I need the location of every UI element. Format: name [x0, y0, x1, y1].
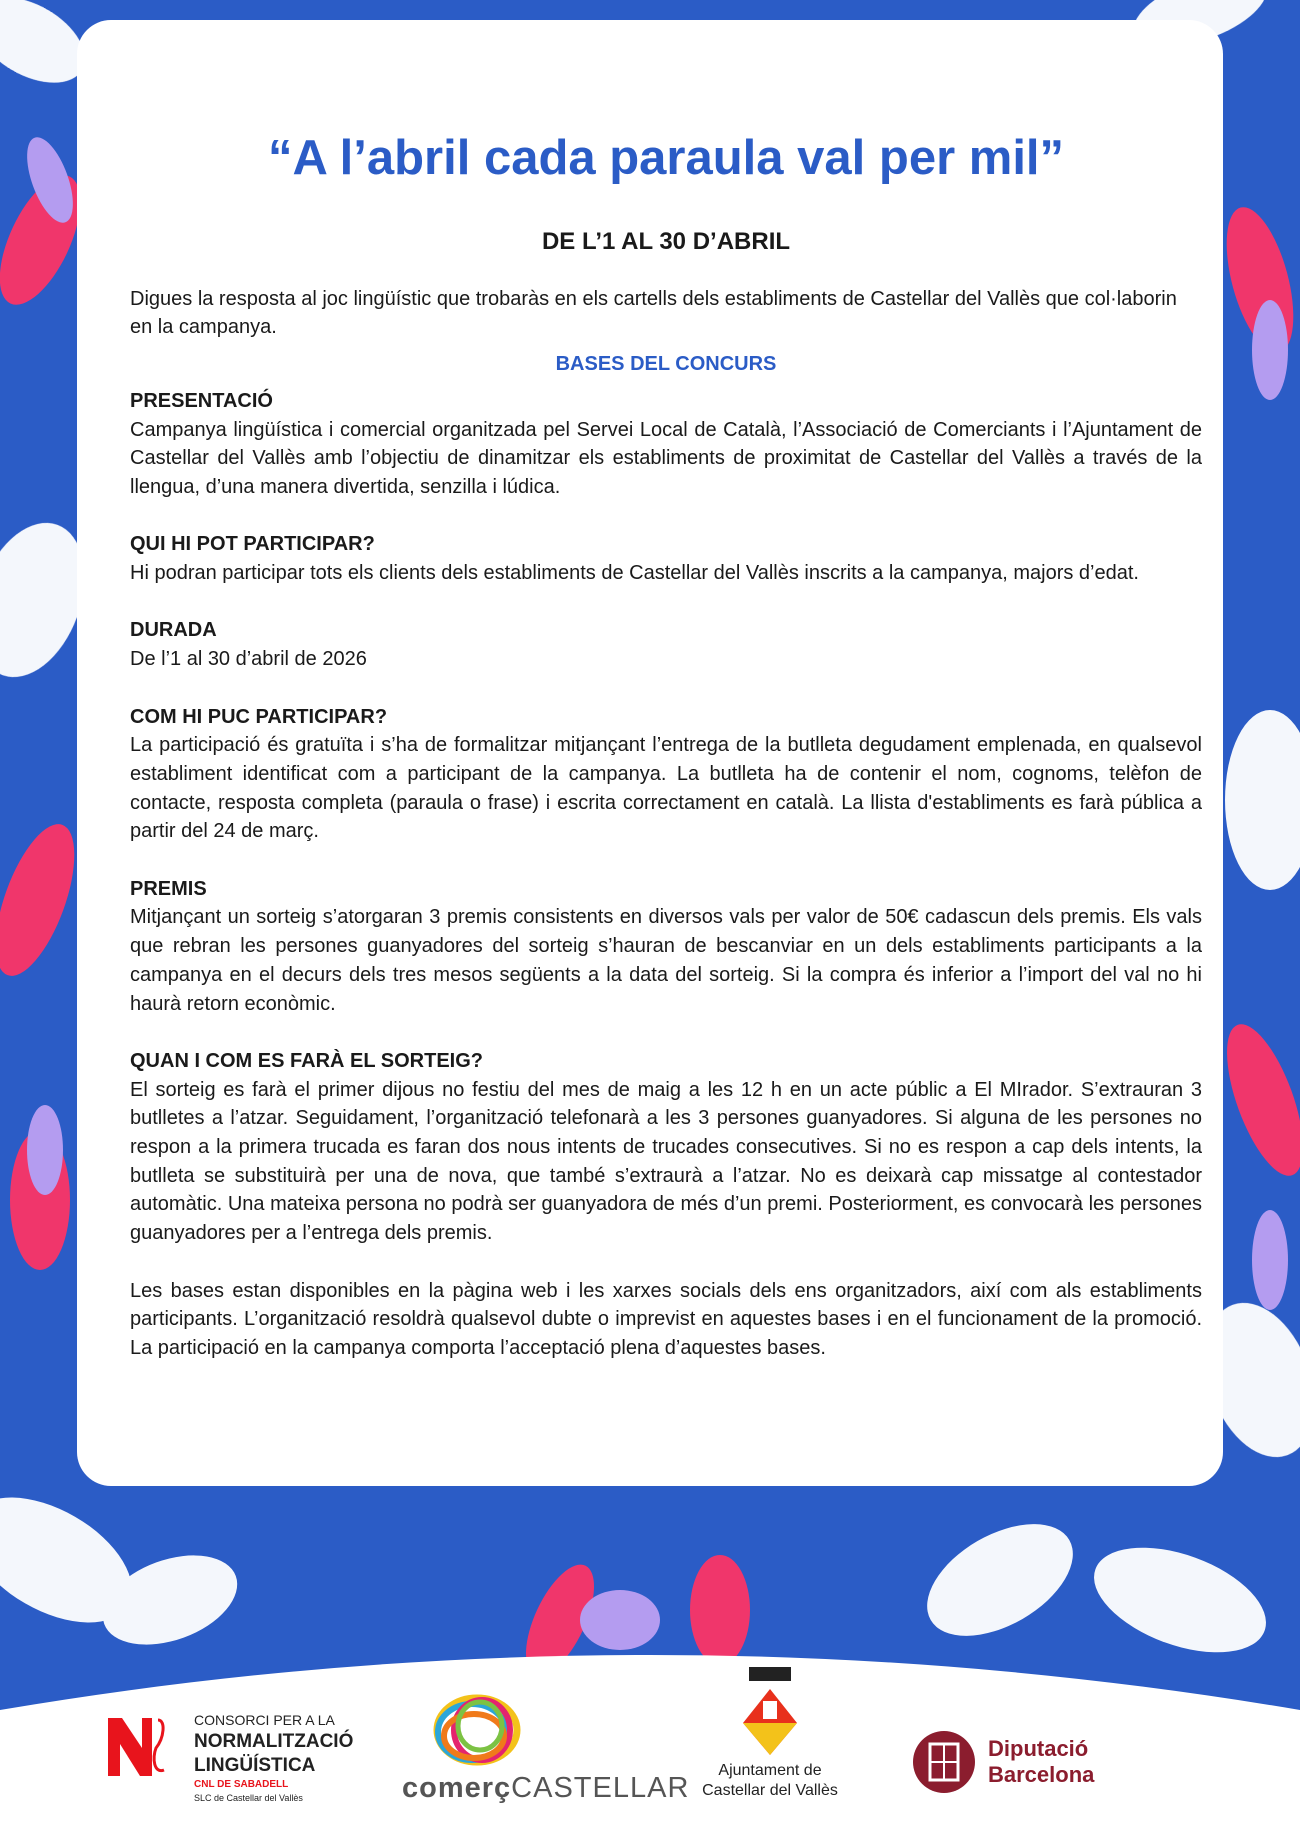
- section-text: De l’1 al 30 d’abril de 2026: [130, 648, 367, 671]
- cnl-line1: CONSORCI PER A LA: [194, 1712, 335, 1728]
- section-text: Mitjançant un sorteig s’atorgaran 3 premis consistents en diversos vals per valor de 50€ cadascun dels premis. Els vals que rebran les persones guanyadores del sorteig s’hauran de bescanviar en un dels establiments participants a la campanya en el decurs dels tres mesos següents a la data del sorteig. Si la compra és inferior a l’import del val no hi haurà retorn econòmic.: [130, 906, 1202, 1015]
- section-heading: QUI HI POT PARTICIPAR?: [130, 533, 375, 556]
- document-body: [130, 128, 1202, 1363]
- cnl-line4: CNL DE SABADELL: [194, 1779, 289, 1790]
- date-range: DE L’1 AL 30 D’ABRIL: [541, 228, 791, 255]
- comerc-text: comerç: [402, 1772, 512, 1804]
- section-text: Campanya lingüística i comercial organitzada pel Servei Local de Català, l’Associació de Comerciants i l’Ajuntament de Castellar del Vallès amb l’objectiu de dinamitzar els establiments de proximitat de Castellar del Vallès a través de la llengua, d’una manera divertida, senzilla i lúdica.: [130, 418, 1202, 498]
- comerc-castellar-logo: [402, 1690, 690, 1810]
- ajuntament-logo: [690, 1665, 850, 1805]
- bases-heading: BASES DEL CONCURS: [555, 353, 777, 376]
- coat-of-arms-icon: [735, 1665, 805, 1755]
- section-heading: COM HI PUC PARTICIPAR?: [130, 705, 388, 728]
- section-heading: DURADA: [130, 619, 217, 642]
- cnl-n-icon: [108, 1718, 168, 1776]
- cnl-logo: [108, 1710, 354, 1810]
- diputacio-line1: Diputació: [988, 1736, 1089, 1761]
- section-heading: PREMIS: [130, 877, 207, 900]
- section-sorteig: [130, 1047, 1202, 1248]
- diputacio-line2: Barcelona: [988, 1762, 1095, 1787]
- castellar-text: CASTELLAR: [511, 1772, 690, 1804]
- section-heading: QUAN I COM ES FARÀ EL SORTEIG?: [130, 1049, 483, 1072]
- diputacio-emblem-icon: [912, 1730, 976, 1794]
- section-presentacio: [130, 387, 1202, 502]
- ajuntament-line1: Ajuntament de: [718, 1762, 822, 1779]
- cnl-line3: LINGÜÍSTICA: [194, 1755, 316, 1776]
- section-com-hi-puc-participar: [130, 703, 1202, 847]
- diputacio-barcelona-logo: [912, 1730, 1132, 1800]
- closing-text: Les bases estan disponibles en la pàgina web i les xarxes socials dels ens organitzadors, així com als establiments participants. L’organització resoldrà qualsevol dubte o imprevist en aquestes bases i en el funcionament de la promoció. La participació en la campanya comporta l’acceptació plena d’aquestes bases.: [130, 1279, 1202, 1359]
- page-title: “A l’abril cada paraula val per mil”: [267, 131, 1065, 185]
- intro-text: Digues la resposta al joc lingüístic que trobaràs en els cartells dels establiments de Castellar del Vallès que col·laborin en la campanya.: [130, 287, 1177, 339]
- section-qui-hi-pot-participar: [130, 530, 1202, 587]
- cnl-line2: NORMALITZACIÓ: [194, 1731, 354, 1752]
- cnl-line5: SLC de Castellar del Vallès: [194, 1793, 303, 1803]
- section-heading: PRESENTACIÓ: [130, 389, 273, 412]
- section-durada: [130, 616, 1202, 673]
- ajuntament-line2: Castellar del Vallès: [702, 1782, 838, 1799]
- section-text: El sorteig es farà el primer dijous no festiu del mes de maig a les 12 h en un acte públic a El MIrador. S’extrauran 3 butlletes a l’atzar. Seguidament, l’organització telefonarà a les 3 persones guanyadores. Si alguna de les persones no respon a la primera trucada es faran dos nous intents de trucades consecutives. Si no es respon a cap dels intents, la butlleta se substituirà per una de nova, que també s’extraurà a l’atzar. No es deixarà cap missatge al contestador automàtic. Una mateixa persona no podrà ser guanyadora de més d’un premi. Posteriorment, es convocarà les persones guanyadores per a l’entrega dels premis.: [130, 1078, 1202, 1245]
- section-text: La participació és gratuïta i s’ha de formalitzar mitjançant l’entrega de la butlleta degudament emplenada, en qualsevol establiment identificat com a participant de la campanya. La butlleta ha de contenir el nom, cognoms, telèfon de contacte, resposta completa (paraula o frase) i escrita correctament en català. La llista d'establiments es farà pública a partir del 24 de març.: [130, 734, 1202, 843]
- comerc-rings-icon: [422, 1690, 532, 1770]
- section-premis: [130, 875, 1202, 1019]
- section-text: Hi podran participar tots els clients dels establiments de Castellar del Vallès inscrits a la campanya, majors d’edat.: [130, 562, 1139, 585]
